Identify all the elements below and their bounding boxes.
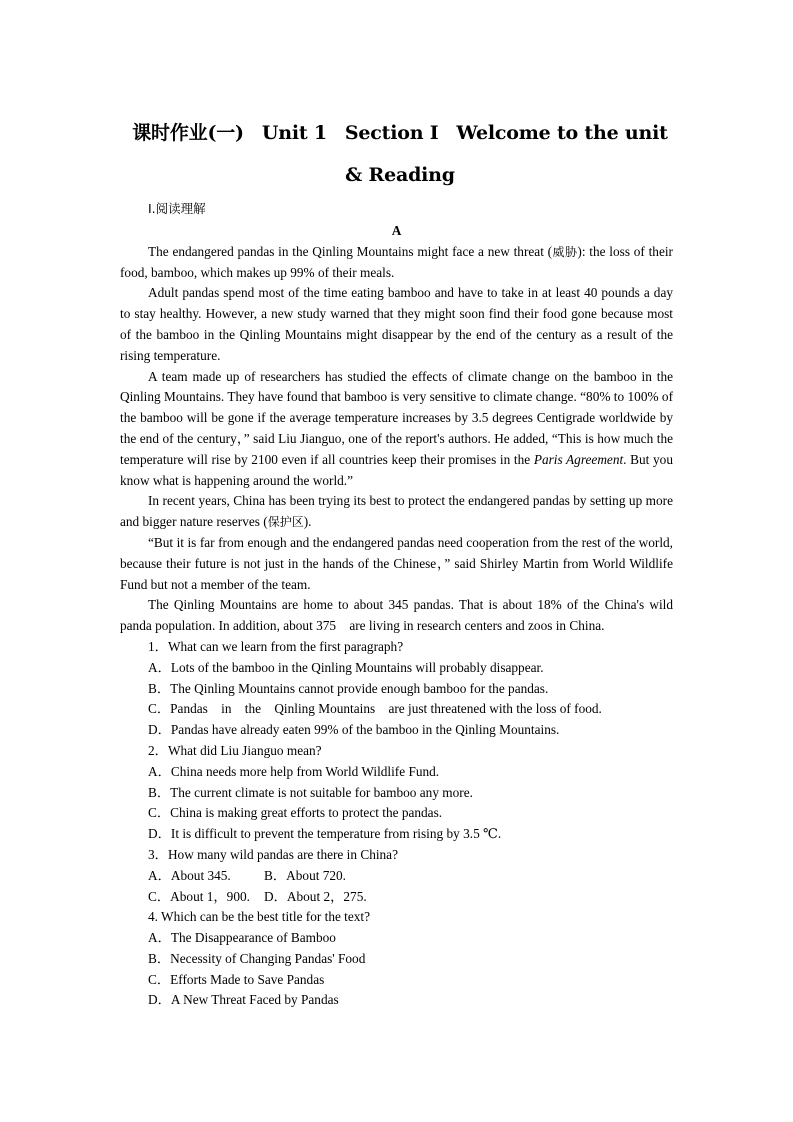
document-body [120, 199, 673, 1011]
question-4-stem: 4. Which can be the best title for the text? [148, 909, 371, 925]
question-4-option-a: A．The Disappearance of Bamboo [148, 930, 336, 946]
question-1-option-d: D．Pandas have already eaten 99% of the bamboo in the Qinling Mountains. [148, 722, 560, 738]
text: The endangered pandas in the Qinling Mountains might face a new threat ( [148, 243, 553, 259]
question-1-option-b: B．The Qinling Mountains cannot provide enough bamboo for the pandas. [148, 680, 549, 696]
question-3-options-row-1 [120, 866, 673, 887]
paragraph-4 [120, 491, 673, 533]
paragraph-5: “But it is far from enough and the endangered pandas need cooperation from the rest of the world, because their future is not just in the hands of the Chinese，” said Shirley Martin from World Wildlife Fund but not a member of the team. [120, 534, 673, 592]
title-topic: Welcome to the unit [456, 122, 668, 144]
paragraph-3 [120, 367, 673, 492]
question-1-option-a: A．Lots of the bamboo in the Qinling Mountains will probably disappear. [148, 659, 544, 675]
question-2-option-b: B．The current climate is not suitable for bamboo any more. [148, 784, 473, 800]
text: A team made up of researchers has studied the effects of climate change on the bamboo in the Qinling Mountains. They have found that bamboo is very sensitive to climate change. “80% to 100% of the bamboo will be gone if the average temperature increases by 3.5 degrees Centigrade worldwide by the end of the century，” said Liu Jianguo, one of the report's authors. He added, “This is how much the temperature will rise by 2100 even if all countries keep their promises in the [120, 368, 673, 467]
question-3-option-c: C．About 1，900. [148, 888, 250, 904]
paragraph-6: The Qinling Mountains are home to about 345 pandas. That is about 18% of the China's wild panda population. In addition, about 375 are living in research centers and zoos in China. [120, 597, 673, 634]
title-section: Section Ⅰ [344, 122, 439, 144]
question-2-option-d: D．It is difficult to prevent the temperature from rising by 3.5 ℃. [148, 826, 502, 842]
paragraph-2: Adult pandas spend most of the time eating bamboo and have to take in at least 40 pounds a day to stay healthy. However, a new study warned that they might soon find their food gone because most of the bamboo in the Qinling Mountains might disappear by the end of the century as a result of the rising temperature. [120, 285, 673, 363]
question-3-stem: 3．How many wild pandas are there in China? [148, 846, 398, 862]
question-2-option-a: A．China needs more help from World Wildlife Fund. [148, 763, 440, 779]
question-4-option-b: B．Necessity of Changing Pandas' Food [148, 950, 366, 966]
text: In recent years, China has been trying its best to protect the endangered pandas by setting up more and bigger nature reserves ( [120, 493, 673, 530]
page-title [110, 112, 690, 196]
section-heading: Ⅰ.阅读理解 [148, 201, 206, 216]
question-3-option-d: D．About 2，275. [264, 888, 367, 904]
question-4-option-c: C．Efforts Made to Save Pandas [148, 971, 325, 987]
text: ). [303, 514, 312, 530]
passage-label: A [391, 223, 402, 238]
question-3-options-row-2 [120, 887, 673, 908]
title-line-1 [110, 112, 690, 154]
question-2-option-c: C．China is making great efforts to protect the pandas. [148, 805, 443, 821]
question-1-option-c: C．Pandas in the Qinling Mountains are just threatened with the loss of food. [148, 701, 602, 717]
question-3-option-b: B．About 720. [264, 867, 347, 883]
title-line-2: & Reading [345, 164, 455, 186]
text: . But you know what is happening around the world.” [120, 451, 673, 488]
question-3-option-a: A．About 345. [148, 867, 231, 883]
title-unit: Unit 1 [261, 122, 327, 144]
title-cn: 课时作业(一) [132, 122, 244, 144]
paragraph-1 [120, 242, 673, 284]
text: ): the loss of their food, bamboo, which makes up 99% of their meals. [120, 243, 673, 280]
question-4-option-d: D．A New Threat Faced by Pandas [148, 992, 339, 1008]
question-1-stem: 1．What can we learn from the first paragraph? [148, 638, 404, 654]
cn-gloss: 威胁 [552, 244, 578, 259]
question-2-stem: 2．What did Liu Jianguo mean? [148, 742, 322, 758]
cn-gloss: 保护区 [267, 515, 304, 530]
italic-title: Paris Agreement [533, 451, 624, 467]
